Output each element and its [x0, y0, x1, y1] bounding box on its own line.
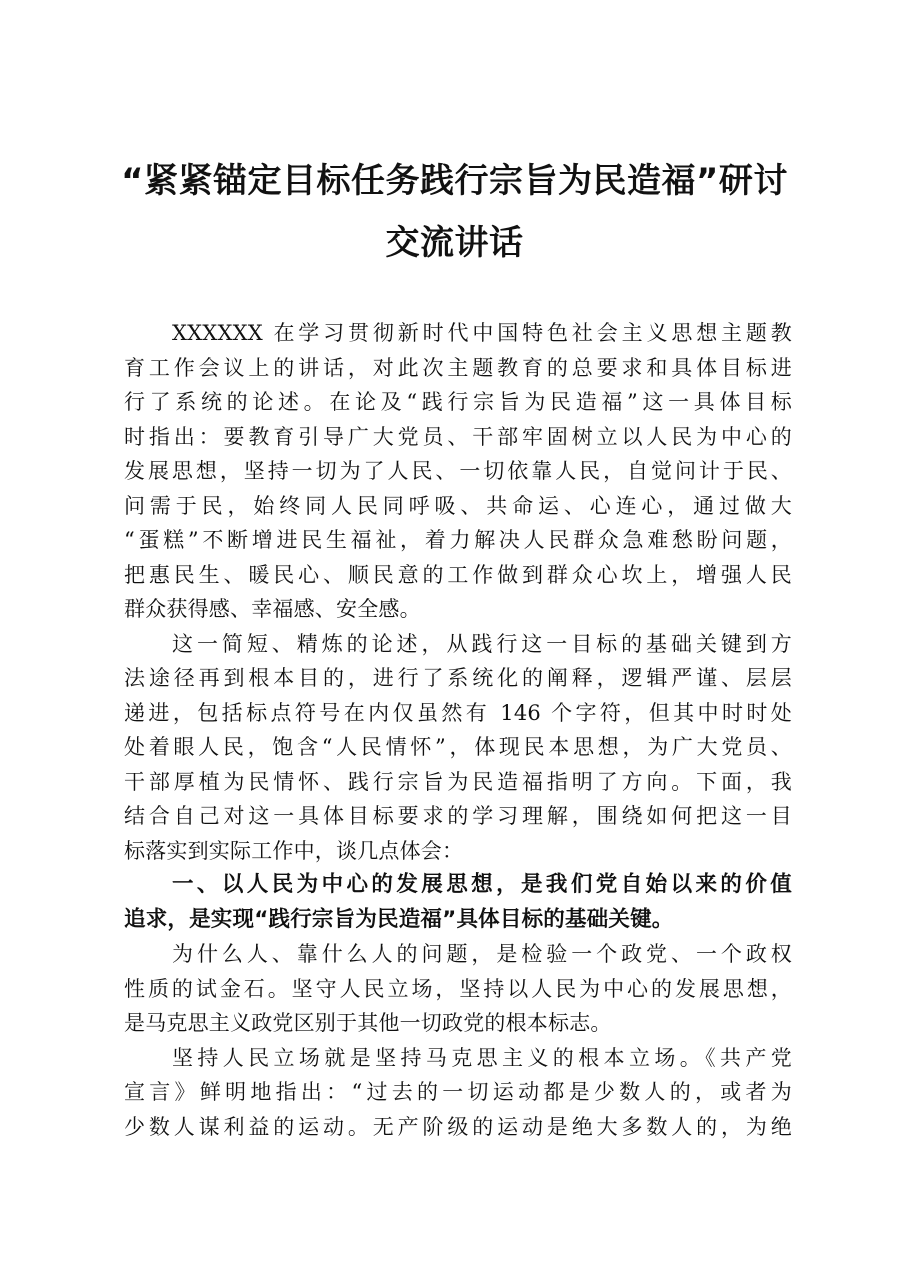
text-line: 是马克思主义政党区别于其他一切政党的根本标志。	[124, 1011, 612, 1035]
text-line: 育工作会议上的讲话，对此次主题教育的总要求和具体目标进	[124, 355, 792, 380]
text-line: 法途径再到根本目的，进行了系统化的阐释，逻辑严谨、层层	[124, 666, 792, 690]
text-line: 递进，包括标点符号在内仅虽然有 146 个字符，但其中时时处	[124, 700, 792, 725]
text-line: “蛋糕”不断增进民生福祉，着力解决人民群众急难愁盼问题，	[124, 528, 792, 552]
section-heading	[124, 868, 792, 937]
text-line: 行了系统的论述。在论及“践行宗旨为民造福”这一具体目标	[124, 390, 792, 414]
title-line: 交流讲话	[385, 223, 524, 263]
text-line: 坚持人民立场就是坚持马克思主义的根本立场。《共产党	[172, 1045, 792, 1070]
text-line: 发展思想，坚持一切为了人民、一切依靠人民，自觉问计于民、	[124, 459, 792, 483]
title-line: “紧紧锚定目标任务践行宗旨为民造福”研讨	[121, 161, 788, 201]
text-line: 时指出：要教育引导广大党员、干部牢固树立以人民为中心的	[124, 424, 792, 449]
heading-line: 一、以人民为中心的发展思想，是我们党自始以来的价值	[172, 872, 792, 897]
heading-line: 追求，是实现“践行宗旨为民造福”具体目标的基础关键。	[124, 906, 674, 932]
text-line: 处着眼人民，饱含“人民情怀”，体现民本思想，为广大党员、	[124, 735, 792, 759]
text-line: 群众获得感、幸福感、安全感。	[124, 597, 421, 621]
document-title	[90, 150, 819, 274]
text-line: 少数人谋利益的运动。无产阶级的运动是绝大多数人的，为绝	[124, 1114, 792, 1139]
text-line: 为什么人、靠什么人的问题，是检验一个政党、一个政权	[172, 942, 792, 966]
text-line: 干部厚植为民情怀、践行宗旨为民造福指明了方向。下面，我	[124, 769, 792, 794]
paragraph	[124, 937, 792, 1041]
text-line: 把惠民生、暖民心、顺民意的工作做到群众心坎上，增强人民	[124, 562, 792, 587]
text-line: 宣言》鲜明地指出：“过去的一切运动都是少数人的，或者为	[124, 1080, 792, 1104]
text-line: 问需于民，始终同人民同呼吸、共命运、心连心，通过做大	[124, 493, 792, 518]
paragraph	[124, 316, 792, 627]
text-line: 性质的试金石。坚守人民立场，坚持以人民为中心的发展思想，	[124, 976, 792, 1001]
text-line: 这一简短、精炼的论述，从践行这一目标的基础关键到方	[172, 631, 792, 656]
paragraph	[124, 1041, 792, 1145]
paragraph	[124, 627, 792, 869]
text-line: 标落实到实际工作中，谈几点体会：	[124, 838, 464, 863]
document-body	[124, 316, 792, 1144]
text-line: 结合自己对这一具体目标要求的学习理解，围绕如何把这一目	[124, 804, 792, 828]
text-line: XXXXXX 在学习贯彻新时代中国特色社会主义思想主题教	[172, 321, 792, 345]
